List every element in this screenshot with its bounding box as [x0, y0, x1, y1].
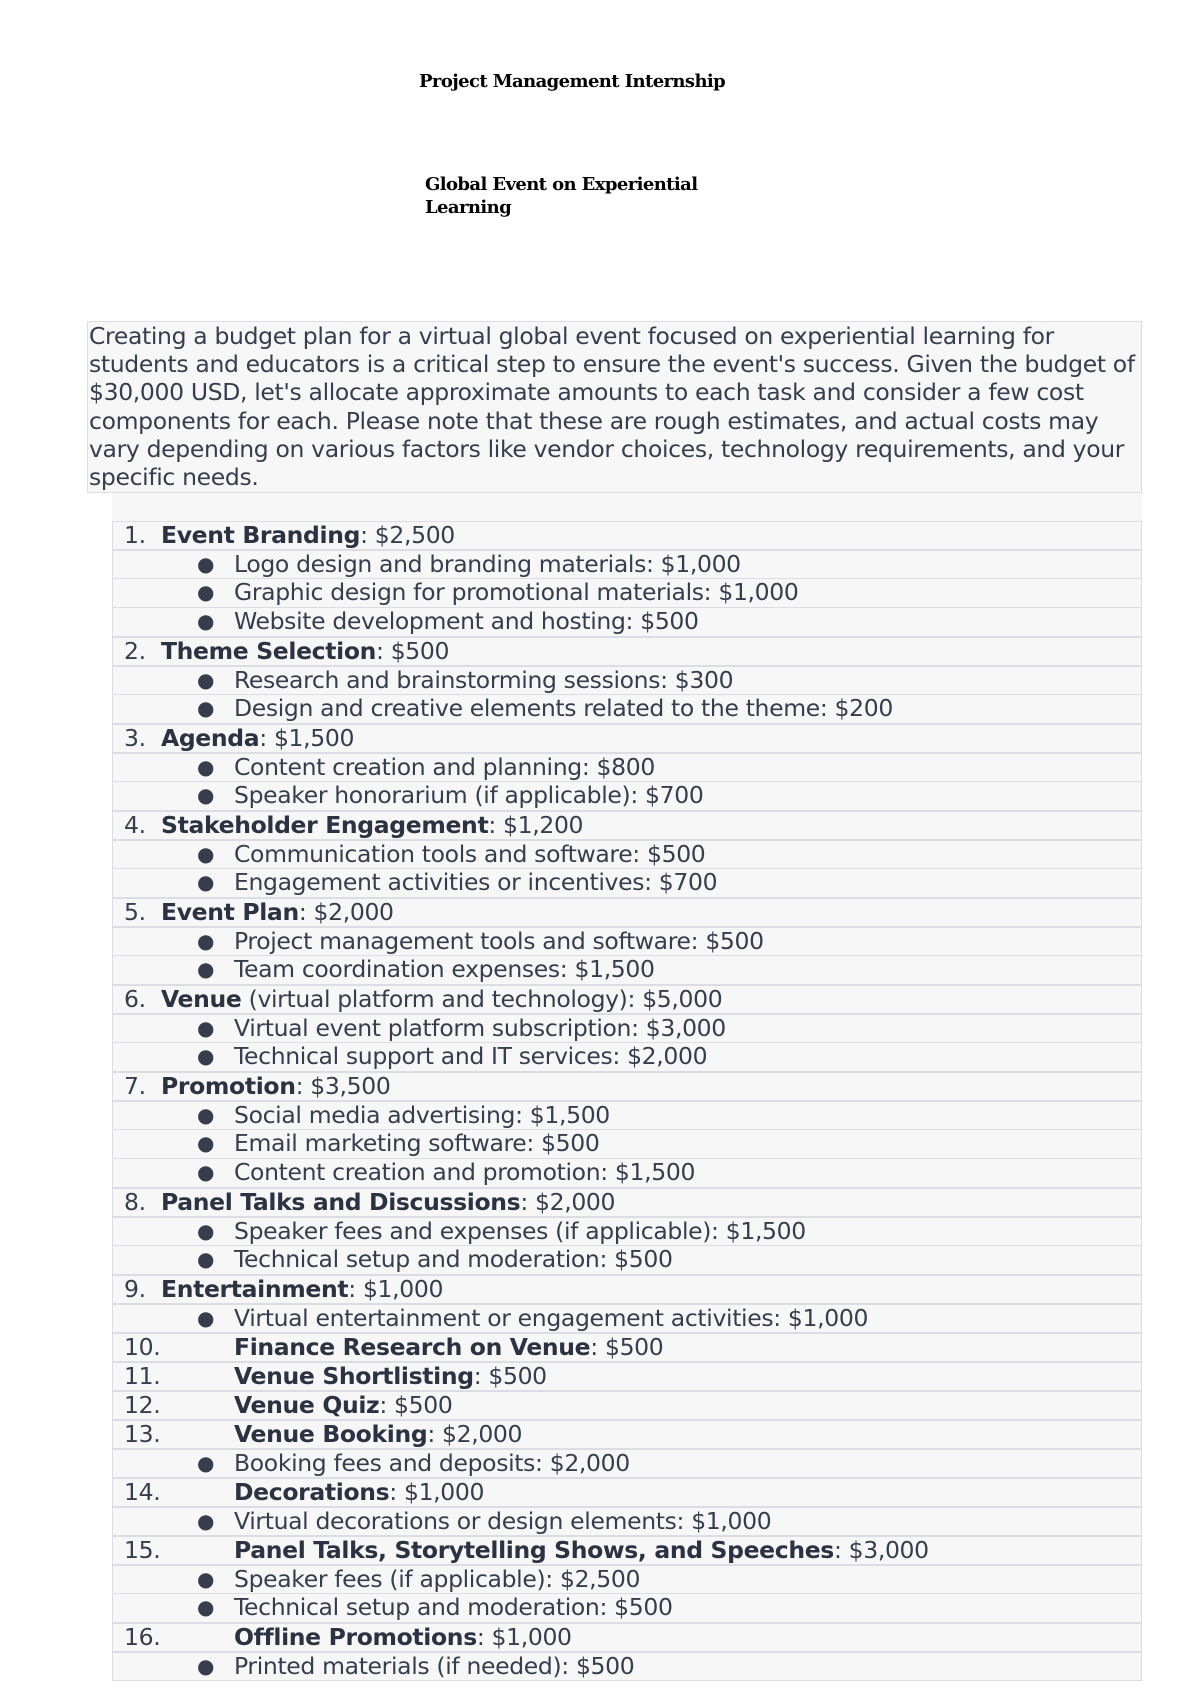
sub-item — [112, 1449, 1142, 1478]
item-name: Agenda — [161, 724, 260, 752]
sub-item — [112, 1304, 1142, 1333]
item-number: 11. — [124, 1362, 161, 1390]
sub-item — [112, 695, 1142, 724]
item-amount: : $1,000 — [389, 1478, 485, 1506]
bullet-icon: ● — [197, 1247, 215, 1271]
budget-item — [112, 811, 1142, 840]
budget-item — [112, 521, 1142, 550]
item-text — [234, 1421, 522, 1448]
item-amount: (virtual platform and technology): $5,000 — [241, 985, 723, 1013]
sub-item-text: Project management tools and software: $500 — [234, 927, 764, 955]
bullet-icon: ● — [197, 1567, 215, 1591]
bullet-icon: ● — [197, 1654, 215, 1678]
item-name: Entertainment — [161, 1275, 349, 1303]
item-number: 4. — [124, 811, 146, 839]
sub-item — [112, 666, 1142, 695]
bullet-icon: ● — [197, 696, 215, 720]
sub-item-text: Content creation and planning: $800 — [234, 753, 655, 781]
item-number: 15. — [124, 1536, 161, 1564]
sub-item-text: Speaker fees and expenses (if applicable): $1,500 — [234, 1217, 806, 1245]
item-text — [161, 899, 394, 926]
bullet-icon: ● — [197, 609, 215, 633]
sub-item-text: Website development and hosting: $500 — [234, 607, 699, 635]
sub-item-text: Booking fees and deposits: $2,000 — [234, 1449, 630, 1477]
item-amount: : $2,000 — [298, 898, 394, 926]
item-name: Promotion — [161, 1072, 296, 1100]
budget-item — [112, 724, 1142, 753]
budget-list — [112, 521, 1142, 1681]
sub-item — [112, 956, 1142, 985]
sub-item — [112, 1101, 1142, 1130]
item-name: Event Plan — [161, 898, 299, 926]
budget-item — [112, 637, 1142, 666]
item-amount: : $2,000 — [427, 1420, 523, 1448]
sub-item — [112, 608, 1142, 637]
document-subtitle: Global Event on Experiential Learning — [425, 174, 698, 218]
item-name: Venue — [161, 985, 242, 1013]
item-number: 9. — [124, 1275, 146, 1303]
item-amount: : $500 — [376, 637, 450, 665]
item-amount: : $2,000 — [520, 1188, 616, 1216]
item-text — [234, 1624, 572, 1651]
sub-item — [112, 1159, 1142, 1188]
item-amount: : $3,000 — [833, 1536, 929, 1564]
bullet-icon: ● — [197, 842, 215, 866]
sub-item-text: Communication tools and software: $500 — [234, 840, 706, 868]
sub-item-text: Research and brainstorming sessions: $300 — [234, 666, 734, 694]
item-number: 13. — [124, 1420, 161, 1448]
budget-item — [112, 1362, 1142, 1391]
item-name: Venue Booking — [234, 1420, 428, 1448]
item-text — [161, 1189, 615, 1216]
sub-item — [112, 1130, 1142, 1159]
item-text — [234, 1479, 484, 1506]
bullet-icon: ● — [197, 755, 215, 779]
sub-item — [112, 1014, 1142, 1043]
budget-item — [112, 1536, 1142, 1565]
item-amount: : $1,200 — [488, 811, 584, 839]
item-number: 5. — [124, 898, 146, 926]
item-amount: : $500 — [590, 1333, 664, 1361]
item-amount: : $1,000 — [476, 1623, 572, 1651]
sub-item-text: Logo design and branding materials: $1,000 — [234, 550, 741, 578]
sub-item-text: Engagement activities or incentives: $700 — [234, 868, 718, 896]
sub-item-text: Virtual event platform subscription: $3,000 — [234, 1014, 726, 1042]
bullet-icon: ● — [197, 580, 215, 604]
bullet-icon: ● — [197, 783, 215, 807]
sub-item — [112, 840, 1142, 869]
document-title: Project Management Internship — [419, 71, 726, 92]
item-name: Panel Talks, Storytelling Shows, and Speeches — [234, 1536, 834, 1564]
bullet-icon: ● — [197, 1219, 215, 1243]
item-number: 12. — [124, 1391, 161, 1419]
item-number: 8. — [124, 1188, 146, 1216]
sub-item-text: Technical support and IT services: $2,000 — [234, 1042, 708, 1070]
budget-item — [112, 985, 1142, 1014]
item-name: Panel Talks and Discussions — [161, 1188, 521, 1216]
item-number: 14. — [124, 1478, 161, 1506]
sub-item-text: Content creation and promotion: $1,500 — [234, 1158, 696, 1186]
sub-item-text: Graphic design for promotional materials: $1,000 — [234, 578, 799, 606]
sub-item-text: Technical setup and moderation: $500 — [234, 1245, 673, 1273]
item-name: Venue Shortlisting — [234, 1362, 474, 1390]
sub-item-text: Technical setup and moderation: $500 — [234, 1593, 673, 1621]
sub-item-text: Printed materials (if needed): $500 — [234, 1652, 635, 1680]
sub-item-text: Speaker fees (if applicable): $2,500 — [234, 1565, 641, 1593]
sub-item — [112, 1043, 1142, 1072]
sub-item — [112, 1594, 1142, 1623]
item-amount: : $1,000 — [348, 1275, 444, 1303]
sub-item-text: Social media advertising: $1,500 — [234, 1101, 610, 1129]
budget-item — [112, 1623, 1142, 1652]
sub-item — [112, 1565, 1142, 1594]
item-text — [161, 986, 722, 1013]
sub-item-text: Virtual decorations or design elements: $1,000 — [234, 1507, 772, 1535]
item-text — [161, 725, 354, 752]
item-text — [161, 1276, 443, 1303]
item-text — [234, 1363, 547, 1390]
item-name: Venue Quiz — [234, 1391, 380, 1419]
sub-item — [112, 1217, 1142, 1246]
item-amount: : $2,500 — [360, 521, 455, 549]
item-name: Offline Promotions — [234, 1623, 477, 1651]
bullet-icon: ● — [197, 870, 215, 894]
item-number: 10. — [124, 1333, 161, 1361]
item-amount: : $3,500 — [295, 1072, 391, 1100]
bullet-icon: ● — [197, 1044, 215, 1068]
sub-item — [112, 550, 1142, 579]
bullet-icon: ● — [197, 1131, 215, 1155]
sub-item — [112, 579, 1142, 608]
sub-item-text: Virtual entertainment or engagement activities: $1,000 — [234, 1304, 869, 1332]
item-amount: : $1,500 — [259, 724, 355, 752]
item-text — [161, 638, 449, 665]
item-text — [234, 1334, 663, 1361]
sub-item-text: Team coordination expenses: $1,500 — [234, 955, 655, 983]
bullet-icon: ● — [197, 1306, 215, 1330]
sub-item — [112, 1246, 1142, 1275]
bullet-icon: ● — [197, 929, 215, 953]
bullet-icon: ● — [197, 1160, 215, 1184]
intro-paragraph: Creating a budget plan for a virtual global event focused on experiential learning for students and educators is a critical step to ensure the event's success. Given the budget of $30,000 USD, let's allocate approximate amounts to each task and consider a few cost components for each. Please note that these are rough estimates, and actual costs may vary depending on various factors like vendor choices, technology requirements, and your specific needs. — [87, 321, 1142, 493]
sub-item — [112, 753, 1142, 782]
bullet-icon: ● — [197, 957, 215, 981]
bullet-icon: ● — [197, 1451, 215, 1475]
bullet-icon: ● — [197, 668, 215, 692]
sub-item-text: Email marketing software: $500 — [234, 1129, 600, 1157]
bullet-icon: ● — [197, 1509, 215, 1533]
item-number: 7. — [124, 1072, 146, 1100]
item-amount: : $500 — [473, 1362, 547, 1390]
item-number: 1. — [124, 521, 146, 549]
budget-item — [112, 1391, 1142, 1420]
item-name: Stakeholder Engagement — [161, 811, 489, 839]
budget-item — [112, 1420, 1142, 1449]
item-text — [161, 522, 455, 549]
budget-item — [112, 1478, 1142, 1507]
budget-item — [112, 1333, 1142, 1362]
sub-item — [112, 1507, 1142, 1536]
sub-item — [112, 1652, 1142, 1681]
bullet-icon: ● — [197, 1595, 215, 1619]
item-text — [234, 1392, 452, 1419]
item-name: Theme Selection — [161, 637, 377, 665]
item-name: Event Branding — [161, 521, 361, 549]
bullet-icon: ● — [197, 1103, 215, 1127]
item-number: 16. — [124, 1623, 161, 1651]
item-number: 6. — [124, 985, 146, 1013]
budget-item — [112, 1275, 1142, 1304]
sub-item — [112, 927, 1142, 956]
sub-item-text: Speaker honorarium (if applicable): $700 — [234, 781, 704, 809]
sub-item — [112, 782, 1142, 811]
item-number: 3. — [124, 724, 146, 752]
budget-item — [112, 898, 1142, 927]
item-name: Finance Research on Venue — [234, 1333, 591, 1361]
spacer-block — [112, 493, 1142, 521]
bullet-icon: ● — [197, 552, 215, 576]
sub-item — [112, 869, 1142, 898]
item-text — [234, 1537, 929, 1564]
budget-item — [112, 1072, 1142, 1101]
item-amount: : $500 — [379, 1391, 453, 1419]
sub-item-text: Design and creative elements related to the theme: $200 — [234, 694, 893, 722]
item-text — [161, 812, 583, 839]
budget-item — [112, 1188, 1142, 1217]
bullet-icon: ● — [197, 1016, 215, 1040]
item-name: Decorations — [234, 1478, 390, 1506]
item-text — [161, 1073, 390, 1100]
item-number: 2. — [124, 637, 146, 665]
